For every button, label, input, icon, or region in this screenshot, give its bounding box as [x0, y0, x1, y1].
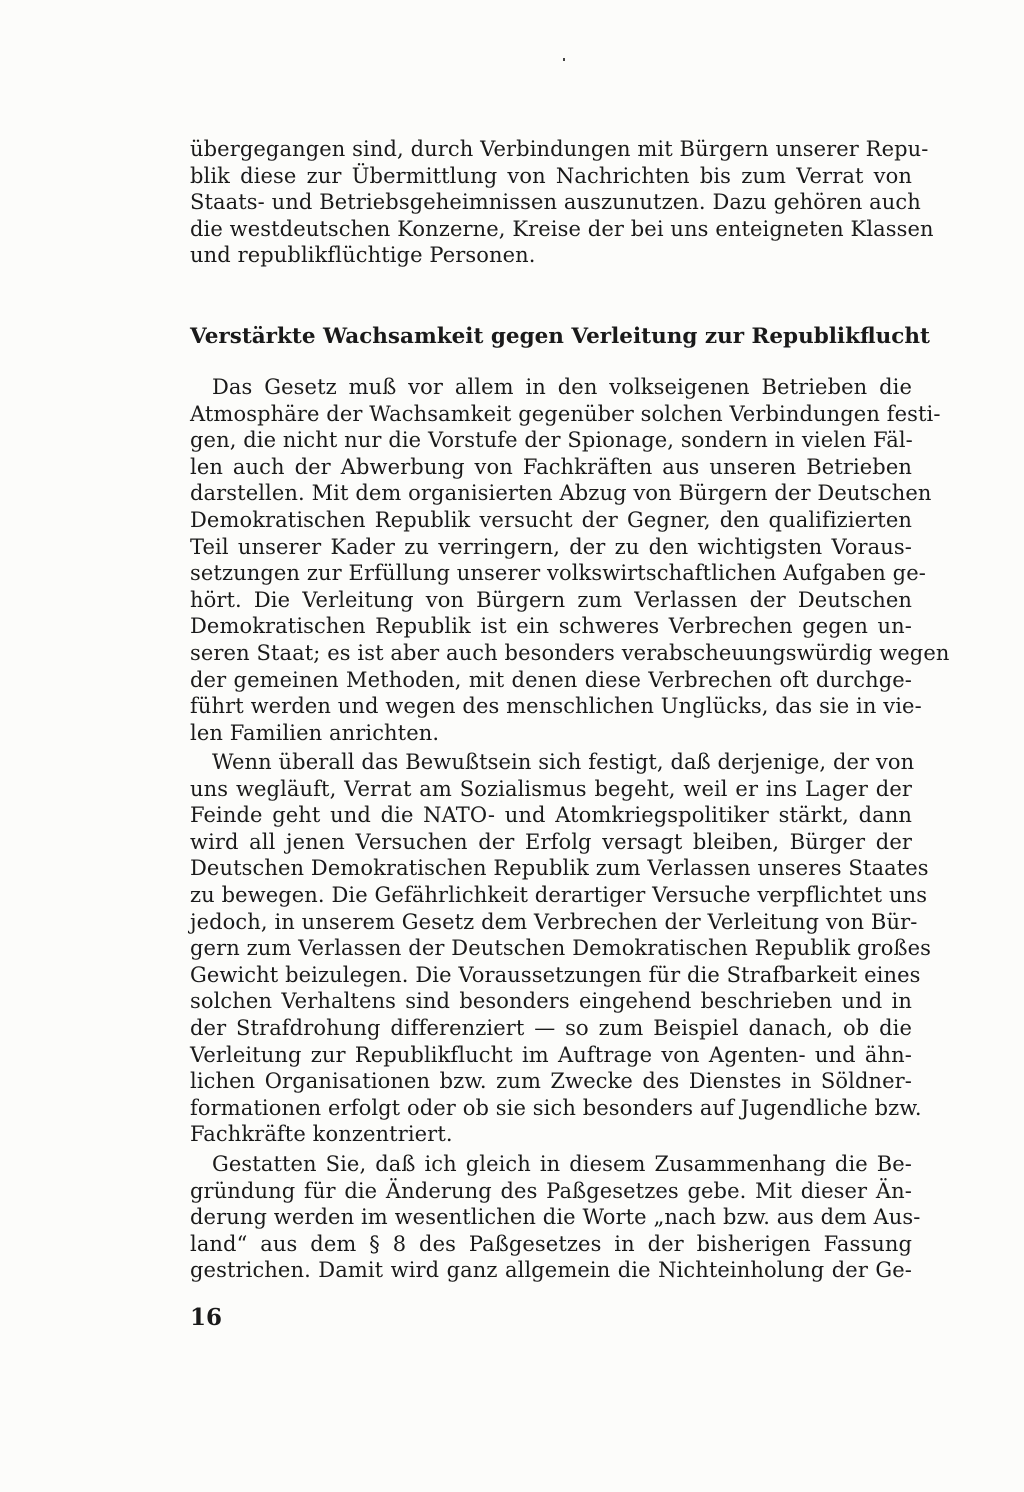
text-line: Atmosphäre der Wachsamkeit gegenüber solchen Verbindungen festi-: [190, 401, 941, 426]
paragraph-2: [190, 374, 950, 746]
text-line: derung werden im wesentlichen die Worte „nach bzw. aus dem Aus-: [190, 1205, 921, 1230]
paragraph-4: [190, 1151, 921, 1284]
text-line: seren Staat; es ist aber auch besonders verabscheuungswürdig wegen: [190, 640, 950, 665]
text-line: jedoch, in unserem Gesetz dem Verbrechen der Verleitung von Bür-: [190, 909, 918, 934]
section-heading: Verstärkte Wachsamkeit gegen Verleitung zur Republikflucht: [190, 324, 930, 349]
text-line: Verleitung zur Republikflucht im Auftrage von Agenten- und ähn-: [190, 1042, 912, 1067]
text-line: len Familien anrichten.: [190, 720, 440, 745]
paragraph-3: [190, 749, 932, 1148]
text-line: Staats- und Betriebsgeheimnissen auszunutzen. Dazu gehören auch: [190, 190, 921, 215]
text-line: Demokratischen Republik versucht der Gegner, den qualifizierten: [190, 507, 912, 532]
text-line: die westdeutschen Konzerne, Kreise der bei uns enteigneten Klassen: [190, 216, 934, 241]
text-line: hört. Die Verleitung von Bürgern zum Verlassen der Deutschen: [190, 587, 912, 612]
text-line: Gestatten Sie, daß ich gleich in diesem Zusammenhang die Be-: [212, 1152, 912, 1176]
text-line: Fachkräfte konzentriert.: [190, 1122, 453, 1147]
text-line: Deutschen Demokratischen Republik zum Verlassen unseres Staates: [190, 856, 929, 881]
text-line: gen, die nicht nur die Vorstufe der Spionage, sondern in vielen Fäl-: [190, 428, 913, 453]
text-line: uns wegläuft, Verrat am Sozialismus begeht, weil er ins Lager der: [190, 776, 912, 801]
text-line: wird all jenen Versuchen der Erfolg versagt bleiben, Bürger der: [190, 829, 912, 854]
text-line: gründung für die Änderung des Paßgesetzes gebe. Mit dieser Än-: [190, 1178, 912, 1203]
text-line: Gewicht beizulegen. Die Voraussetzungen für die Strafbarkeit eines: [190, 962, 921, 987]
text-line: Feinde geht und die NATO- und Atomkriegspolitiker stärkt, dann: [190, 803, 912, 828]
text-line: blik diese zur Übermittlung von Nachrichten bis zum Verrat von: [190, 163, 912, 188]
text-line: zu bewegen. Die Gefährlichkeit derartiger Versuche verpflichtet uns: [190, 882, 928, 907]
text-line: führt werden und wegen des menschlichen Unglücks, das sie in vie-: [190, 694, 922, 719]
text-line: Wenn überall das Bewußtsein sich festigt, daß derjenige, der von: [212, 750, 915, 774]
paragraph-1: [190, 136, 934, 269]
text-line: len auch der Abwerbung von Fachkräften aus unseren Betrieben: [190, 454, 912, 479]
text-line: gestrichen. Damit wird ganz allgemein die Nichteinholung der Ge-: [190, 1258, 912, 1283]
scan-speck: [563, 58, 565, 61]
text-line: und republikflüchtige Personen.: [190, 243, 536, 268]
text-line: land“ aus dem § 8 des Paßgesetzes in der bisherigen Fassung: [190, 1231, 912, 1256]
text-line: lichen Organisationen bzw. zum Zwecke des Dienstes in Söldner-: [190, 1069, 912, 1094]
page-number: 16: [190, 1304, 223, 1331]
text-line: der Strafdrohung differenziert — so zum Beispiel danach, ob die: [190, 1015, 912, 1040]
text-line: der gemeinen Methoden, mit denen diese Verbrechen oft durchge-: [190, 667, 912, 692]
text-line: Teil unserer Kader zu verringern, der zu den wichtigsten Voraus-: [190, 534, 912, 559]
text-line: setzungen zur Erfüllung unserer volkswirtschaftlichen Aufgaben ge-: [190, 561, 926, 586]
text-line: Demokratischen Republik ist ein schweres Verbrechen gegen un-: [190, 614, 912, 639]
text-line: formationen erfolgt oder ob sie sich besonders auf Jugendliche bzw.: [190, 1095, 922, 1120]
text-line: übergegangen sind, durch Verbindungen mit Bürgern unserer Repu-: [190, 137, 929, 161]
text-line: gern zum Verlassen der Deutschen Demokratischen Republik großes: [190, 936, 932, 961]
text-line: Das Gesetz muß vor allem in den volkseigenen Betrieben die: [212, 375, 912, 399]
text-line: solchen Verhaltens sind besonders eingehend beschrieben und in: [190, 989, 912, 1014]
text-line: darstellen. Mit dem organisierten Abzug von Bürgern der Deutschen: [190, 481, 932, 506]
